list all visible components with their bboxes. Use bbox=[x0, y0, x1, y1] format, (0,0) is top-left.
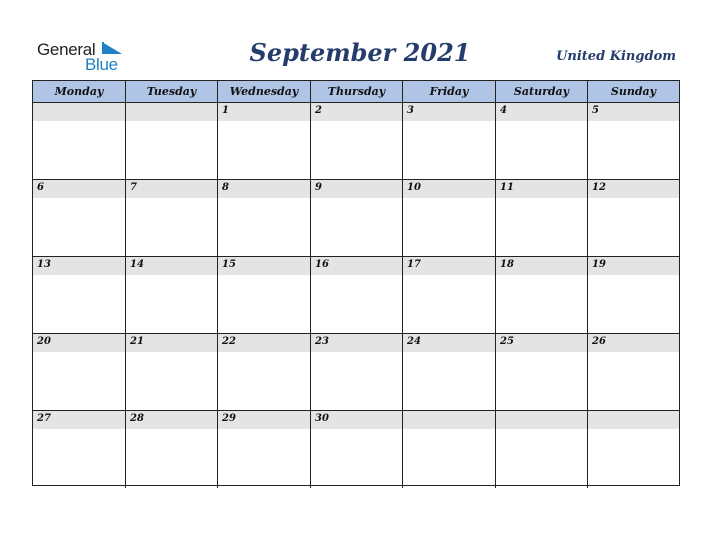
day-number: 18 bbox=[500, 259, 514, 270]
weekday-header: Wednesday bbox=[218, 81, 311, 102]
day-cell[interactable] bbox=[496, 411, 588, 488]
day-number: 11 bbox=[500, 182, 514, 193]
day-number: 17 bbox=[407, 259, 421, 270]
day-number-band bbox=[311, 103, 402, 121]
day-number: 21 bbox=[130, 336, 144, 347]
day-number: 8 bbox=[222, 182, 229, 193]
day-cell[interactable] bbox=[33, 180, 126, 256]
day-cell[interactable] bbox=[126, 411, 218, 488]
page-title: September 2021 bbox=[249, 38, 471, 67]
day-number: 15 bbox=[222, 259, 236, 270]
day-cell[interactable] bbox=[403, 103, 496, 179]
day-cell[interactable] bbox=[311, 257, 403, 333]
day-number: 24 bbox=[407, 336, 421, 347]
day-number: 19 bbox=[592, 259, 606, 270]
weekday-header: Monday bbox=[33, 81, 126, 102]
logo-text-blue: Blue bbox=[85, 55, 118, 74]
day-cell[interactable] bbox=[218, 257, 311, 333]
day-number-band bbox=[403, 103, 495, 121]
day-number-band bbox=[588, 411, 679, 429]
day-cell[interactable] bbox=[218, 334, 311, 410]
day-number: 25 bbox=[500, 336, 514, 347]
day-cell[interactable] bbox=[33, 411, 126, 488]
weekday-header: Tuesday bbox=[126, 81, 218, 102]
day-number-band bbox=[218, 180, 310, 198]
day-number: 4 bbox=[500, 105, 507, 116]
day-number: 23 bbox=[315, 336, 329, 347]
day-cell[interactable] bbox=[588, 180, 679, 256]
day-cell[interactable] bbox=[403, 411, 496, 488]
day-cell[interactable] bbox=[126, 180, 218, 256]
calendar-grid bbox=[32, 80, 680, 486]
day-number: 16 bbox=[315, 259, 329, 270]
day-cell[interactable] bbox=[403, 180, 496, 256]
logo bbox=[37, 40, 127, 74]
day-number: 14 bbox=[130, 259, 144, 270]
day-cell[interactable] bbox=[126, 103, 218, 179]
day-number-band bbox=[33, 180, 125, 198]
weekday-header: Sunday bbox=[610, 85, 657, 98]
day-number: 29 bbox=[222, 413, 236, 424]
country-label: United Kingdom bbox=[556, 49, 676, 64]
day-cell[interactable] bbox=[33, 257, 126, 333]
week-row bbox=[33, 257, 679, 334]
day-number-band bbox=[33, 103, 125, 121]
day-number: 9 bbox=[315, 182, 322, 193]
day-cell[interactable] bbox=[496, 180, 588, 256]
day-number-band bbox=[218, 103, 310, 121]
day-number-band bbox=[126, 103, 217, 121]
day-number-band bbox=[126, 180, 217, 198]
logo-flag-icon bbox=[102, 42, 122, 56]
day-cell[interactable] bbox=[311, 334, 403, 410]
day-number: 30 bbox=[315, 413, 329, 424]
day-cell[interactable] bbox=[33, 103, 126, 179]
day-cell[interactable] bbox=[218, 180, 311, 256]
week-row bbox=[33, 180, 679, 257]
week-row bbox=[33, 411, 679, 488]
day-number: 3 bbox=[407, 105, 414, 116]
day-cell[interactable] bbox=[126, 334, 218, 410]
day-number: 20 bbox=[37, 336, 51, 347]
day-number: 22 bbox=[222, 336, 236, 347]
day-number-band bbox=[311, 180, 402, 198]
weekday-header: Saturday bbox=[496, 81, 588, 102]
day-number: 6 bbox=[37, 182, 44, 193]
day-cell[interactable] bbox=[33, 334, 126, 410]
week-row bbox=[33, 103, 679, 180]
day-cell[interactable] bbox=[218, 103, 311, 179]
day-number: 13 bbox=[37, 259, 51, 270]
day-cell[interactable] bbox=[311, 180, 403, 256]
day-number: 10 bbox=[407, 182, 421, 193]
day-cell[interactable] bbox=[218, 411, 311, 488]
day-number: 1 bbox=[222, 105, 229, 116]
day-number-band bbox=[403, 411, 495, 429]
day-cell[interactable] bbox=[588, 103, 679, 179]
day-cell[interactable] bbox=[311, 103, 403, 179]
day-cell[interactable] bbox=[588, 257, 679, 333]
day-number: 7 bbox=[130, 182, 137, 193]
day-cell[interactable] bbox=[496, 103, 588, 179]
day-number: 12 bbox=[592, 182, 606, 193]
week-row bbox=[33, 334, 679, 411]
day-cell[interactable] bbox=[403, 257, 496, 333]
day-number: 28 bbox=[130, 413, 144, 424]
day-number: 26 bbox=[592, 336, 606, 347]
day-number: 2 bbox=[315, 105, 322, 116]
day-cell[interactable] bbox=[126, 257, 218, 333]
day-number-band bbox=[496, 411, 587, 429]
day-cell[interactable] bbox=[588, 411, 679, 488]
day-cell[interactable] bbox=[311, 411, 403, 488]
day-cell[interactable] bbox=[496, 334, 588, 410]
day-cell[interactable] bbox=[588, 334, 679, 410]
day-cell[interactable] bbox=[403, 334, 496, 410]
weekday-header: Friday bbox=[403, 81, 496, 102]
weekday-header-row bbox=[33, 81, 679, 103]
day-number-band bbox=[496, 103, 587, 121]
weekday-header: Thursday bbox=[311, 81, 403, 102]
day-number-band bbox=[588, 103, 679, 121]
day-number: 5 bbox=[592, 105, 599, 116]
logo-text-general: General bbox=[37, 40, 96, 59]
day-cell[interactable] bbox=[496, 257, 588, 333]
day-number: 27 bbox=[37, 413, 51, 424]
